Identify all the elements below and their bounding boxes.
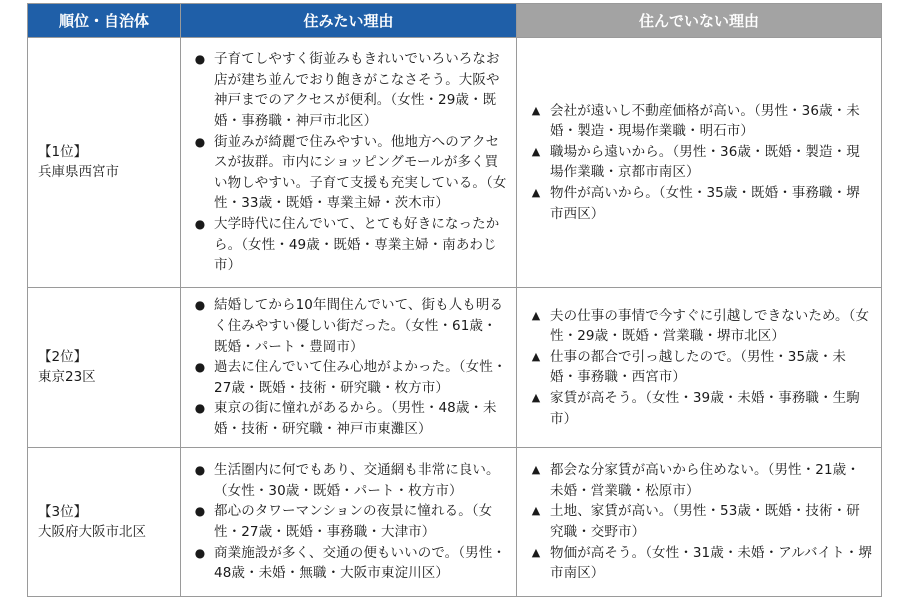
- reason-text: 結婚してから10年間住んでいて、街も人も明るく住みやすい優しい街だった。（女性・61歳・既婚・パート・豊岡市）: [214, 297, 504, 355]
- rank-label: 【1位】: [38, 144, 88, 161]
- reason-text: 大学時代に住んでいて、とても好きになったから。（女性・49歳・既婚・専業主婦・南あわじ市）: [214, 215, 500, 274]
- table-row: [28, 287, 882, 447]
- bullet-triangle-icon: ▲: [531, 463, 541, 477]
- want-reason-cell: [181, 448, 517, 597]
- not-reason-cell: [517, 38, 882, 288]
- list-item: [528, 347, 873, 388]
- reason-text: 東京の街に憧れがあるから。（男性・48歳・未婚・技術・研究職・神戸市東灘区）: [214, 400, 497, 437]
- not-reason-list: [517, 304, 881, 432]
- reason-text: 土地、家賃が高い。（男性・53歳・既婚・技術・研究職・交野市）: [550, 503, 860, 541]
- bullet-circle-icon: ●: [194, 298, 206, 313]
- table-row: [28, 38, 882, 288]
- reason-text: 会社が遠いし不動産価格が高い。（男性・36歳・未婚・製造・現場作業職・明石市）: [550, 102, 860, 140]
- bullet-circle-icon: ●: [194, 401, 206, 416]
- reason-text: 都心のタワーマンションの夜景に憧れる。（女性・27歳・既婚・事務職・大津市）: [214, 503, 493, 541]
- header-rank: 順位・自治体: [28, 4, 181, 38]
- bullet-triangle-icon: ▲: [531, 103, 541, 117]
- place-name: 大阪府大阪市北区: [38, 524, 146, 541]
- bullet-triangle-icon: ▲: [531, 545, 541, 559]
- want-reason-list: [181, 458, 516, 586]
- rank-cell: [28, 38, 181, 288]
- place-name: 兵庫県西宮市: [38, 164, 119, 181]
- reason-text: 仕事の都合で引っ越したので。（男性・35歳・未婚・事務職・西宮市）: [550, 348, 846, 386]
- not-reason-cell: [517, 287, 882, 447]
- want-reason-list: [181, 293, 516, 441]
- reason-text: 商業施設が多く、交通の便もいいので。（男性・48歳・未婚・無職・大阪市東淀川区）: [214, 544, 506, 582]
- ranking-table: [27, 3, 882, 597]
- reason-text: 生活圏内に何でもあり、交通網も非常に良い。（女性・30歳・既婚・パート・枚方市）: [214, 462, 500, 499]
- header-want-reason: 住みたい理由: [181, 4, 517, 38]
- list-item: [528, 306, 873, 347]
- list-item: [192, 460, 508, 501]
- list-item: [528, 501, 873, 542]
- reason-text: 職場から遠いから。（男性・36歳・既婚・製造・現場作業職・京都市南区）: [550, 143, 860, 181]
- bullet-triangle-icon: ▲: [531, 144, 541, 158]
- list-item: [528, 460, 873, 501]
- list-item: [528, 388, 873, 429]
- reason-text: 物価が高そう。（女性・31歳・未婚・アルバイト・堺市南区）: [550, 544, 872, 582]
- reason-text: 過去に住んでいて住み心地がよかった。（女性・27歳・既婚・技術・研究職・枚方市）: [214, 359, 507, 396]
- list-item: [528, 142, 873, 183]
- bullet-circle-icon: ●: [194, 52, 206, 67]
- not-reason-list: [517, 99, 881, 227]
- rank-label: 【3位】: [38, 504, 88, 521]
- bullet-triangle-icon: ▲: [531, 391, 541, 405]
- list-item: [192, 501, 508, 542]
- bullet-circle-icon: ●: [194, 463, 206, 478]
- list-item: [192, 49, 508, 131]
- list-item: [192, 132, 508, 214]
- rank-cell: [28, 448, 181, 597]
- list-item: [528, 183, 873, 224]
- list-item: [528, 543, 873, 584]
- bullet-circle-icon: ●: [194, 360, 206, 375]
- bullet-circle-icon: ●: [194, 216, 206, 231]
- reason-text: 都会な分家賃が高いから住めない。（男性・21歳・未婚・営業職・松原市）: [550, 462, 860, 499]
- bullet-circle-icon: ●: [194, 545, 206, 560]
- reason-text: 物件が高いから。（女性・35歳・既婚・事務職・堺市西区）: [550, 185, 860, 222]
- bullet-triangle-icon: ▲: [531, 504, 541, 518]
- header-row: [28, 4, 882, 38]
- reason-text: 街並みが綺麗で住みやすい。他地方へのアクセスが抜群。市内にショッピングモールが多く買い物しやすい。子育て支援も充実している。（女性・33歳・既婚・専業主婦・茨木市）: [214, 133, 507, 212]
- not-reason-cell: [517, 448, 882, 597]
- rank-label: 【2位】: [38, 349, 88, 366]
- rank-cell: [28, 287, 181, 447]
- bullet-triangle-icon: ▲: [531, 308, 541, 322]
- bullet-circle-icon: ●: [194, 504, 206, 519]
- want-reason-list: [181, 47, 516, 278]
- header-not-reason: 住んでいない理由: [517, 4, 882, 38]
- place-name: 東京23区: [38, 369, 96, 386]
- not-reason-list: [517, 458, 881, 586]
- list-item: [192, 295, 508, 357]
- reason-text: 家賃が高そう。（女性・39歳・未婚・事務職・生駒市）: [550, 390, 860, 427]
- reason-text: 子育てしやすく街並みもきれいでいろいろなお店が建ち並んでおり飽きがこなさそう。大阪や神戸までのアクセスが便利。（女性・29歳・既婚・事務職・神戸市北区）: [214, 51, 500, 129]
- bullet-circle-icon: ●: [194, 134, 206, 149]
- reason-text: 夫の仕事の事情で今すぐに引越しできないため。（女性・29歳・既婚・営業職・堺市北区）: [550, 307, 870, 345]
- list-item: [192, 543, 508, 584]
- bullet-triangle-icon: ▲: [531, 349, 541, 363]
- list-item: [192, 214, 508, 276]
- list-item: [192, 398, 508, 439]
- list-item: [528, 101, 873, 142]
- table-row: [28, 448, 882, 597]
- want-reason-cell: [181, 38, 517, 288]
- want-reason-cell: [181, 287, 517, 447]
- list-item: [192, 357, 508, 398]
- bullet-triangle-icon: ▲: [531, 186, 541, 200]
